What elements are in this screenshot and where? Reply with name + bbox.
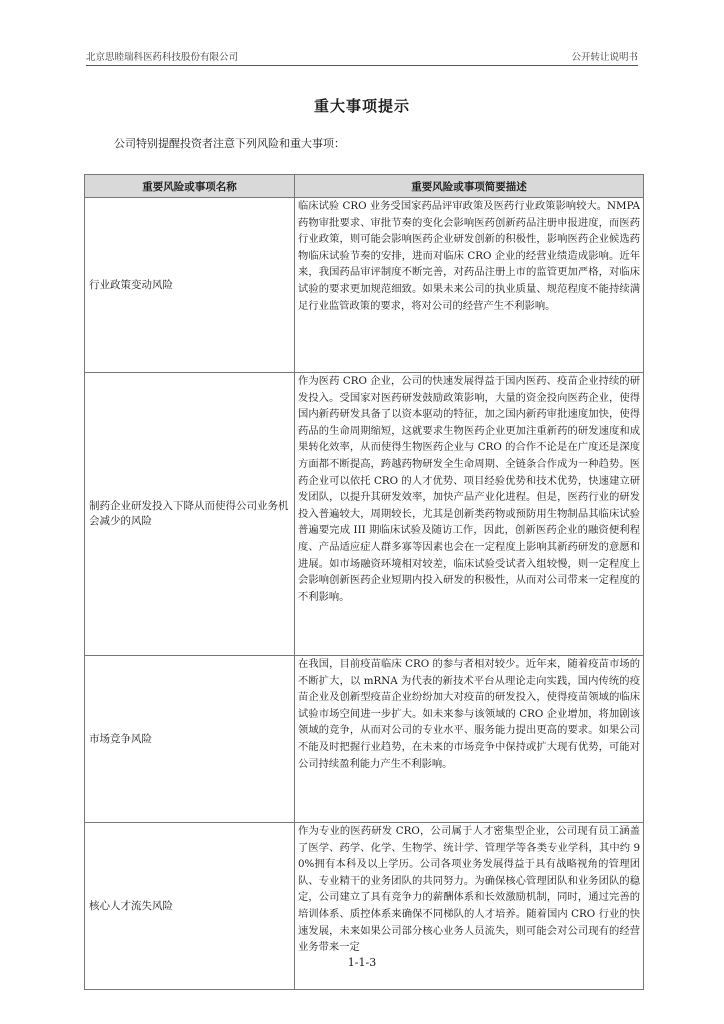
intro-text: 公司特别提醒投资者注意下列风险和重大事项： — [114, 137, 345, 150]
risk-table — [84, 174, 644, 990]
risk-name: 市场竞争风险 — [85, 656, 295, 823]
table-row — [85, 373, 644, 656]
risk-name: 制药企业研发投入下降从而使得公司业务机会减少的风险 — [85, 373, 295, 656]
header-rule — [86, 65, 638, 66]
table-header-row — [85, 175, 644, 198]
risk-name: 核心人才流失风险 — [85, 823, 295, 990]
risk-description: 在我国，目前疫苗临床 CRO 的参与者相对较少。近年来，随着疫苗市场的不断扩大，以 mRNA 为代表的新技术平台从理论走向实践，国内传统的疫苗企业及创新型疫苗企业纷纷加大对疫苗的研发投入，使得疫苗领域的临床试验市场空间进一步扩大。如未来参与该领域的 CRO 企业增加，将加剧该领域的竞争，从而对公司的专业水平、服务能力提出更高的要求。如果公司不能及时把握行业趋势，在未来的市场竞争中保持或扩大现有优势，可能对公司持续盈利能力产生不利影响。 — [295, 656, 644, 823]
page-title: 重大事项提示 — [313, 97, 410, 115]
col-header-name: 重要风险或事项名称 — [85, 175, 295, 198]
risk-description: 作为专业的医药研发 CRO，公司属于人才密集型企业，公司现有员工涵盖了医学、药学、化学、生物学、统计学、管理学等各类专业学科，其中约 90%拥有本科及以上学历。公司各项业务发展得益于具有战略视角的管理团队、专业精干的业务团队的共同努力。为确保核心管理团队和业务团队的稳定，公司建立了具有竞争力的薪酬体系和长效激励机制，同时，通过完善的培训体系、质控体系来确保不同梯队的人才培养。随着国内 CRO 行业的快速发展，未来如果公司部分核心业务人员流失，则可能会对公司现有的经营业务带来一定 — [295, 823, 644, 990]
page-number: 1-1-3 — [347, 956, 377, 969]
risk-description: 作为医药 CRO 企业，公司的快速发展得益于国内医药、疫苗企业持续的研发投入。受国家对医药研发鼓励政策影响，大量的资金投向医药企业，使得国内新药研发具备了以资本驱动的特征，加之国内新药审批速度加快，使得药品的生命周期缩短，这就要求生物医药企业更加注重新药的研发速度和成果转化效率，从而使得生物医药企业与 CRO 的合作不论是在广度还是深度方面都不断提高，跨越药物研发全生命周期、全链条合作成为一种趋势。医药企业可以依托 CRO 的人才优势、项目经验优势和技术优势，快速建立研发团队，以提升其研发效率，加快产品产业化进程。但是，医药行业的研发投入普遍较大，周期较长，尤其是创新类药物或预防用生物制品其临床试验普遍要完成 III 期临床试验及随访工作，因此，创新医药企业的融资便利程度、产品适应症人群多寡等因素也会在一定程度上影响其新药研发的意愿和进展。如市场融资环境相对较差，临床试验受试者入组较慢，则一定程度上会影响创新医药企业短期内投入研发的积极性，从而对公司带来一定程度的不利影响。 — [295, 373, 644, 656]
table-row — [85, 198, 644, 373]
col-header-desc: 重要风险或事项简要描述 — [295, 175, 644, 198]
table-row — [85, 656, 644, 823]
header-doc-type: 公开转让说明书 — [571, 52, 638, 63]
risk-name: 行业政策变动风险 — [85, 198, 295, 373]
header-company: 北京思睦瑞科医药科技股份有限公司 — [86, 52, 239, 63]
page-header — [86, 49, 638, 63]
risk-description: 临床试验 CRO 业务受国家药品评审政策及医药行业政策影响较大。NMPA 药物审批要求、审批节奏的变化会影响医药创新药品注册申报进度，而医药行业政策，则可能会影响医药企业研发创新的积极性，影响医药企业候选药物临床试验节奏的安排，进而对临床 CRO 企业的经营业绩造成影响。近年来，我国药品审评制度不断完善，对药品注册上市的监管更加严格，对临床试验的要求更加规范细致。如果未来公司的执业质量、规范程度不能持续满足行业监管政策的要求，将对公司的经营产生不利影响。 — [295, 198, 644, 373]
